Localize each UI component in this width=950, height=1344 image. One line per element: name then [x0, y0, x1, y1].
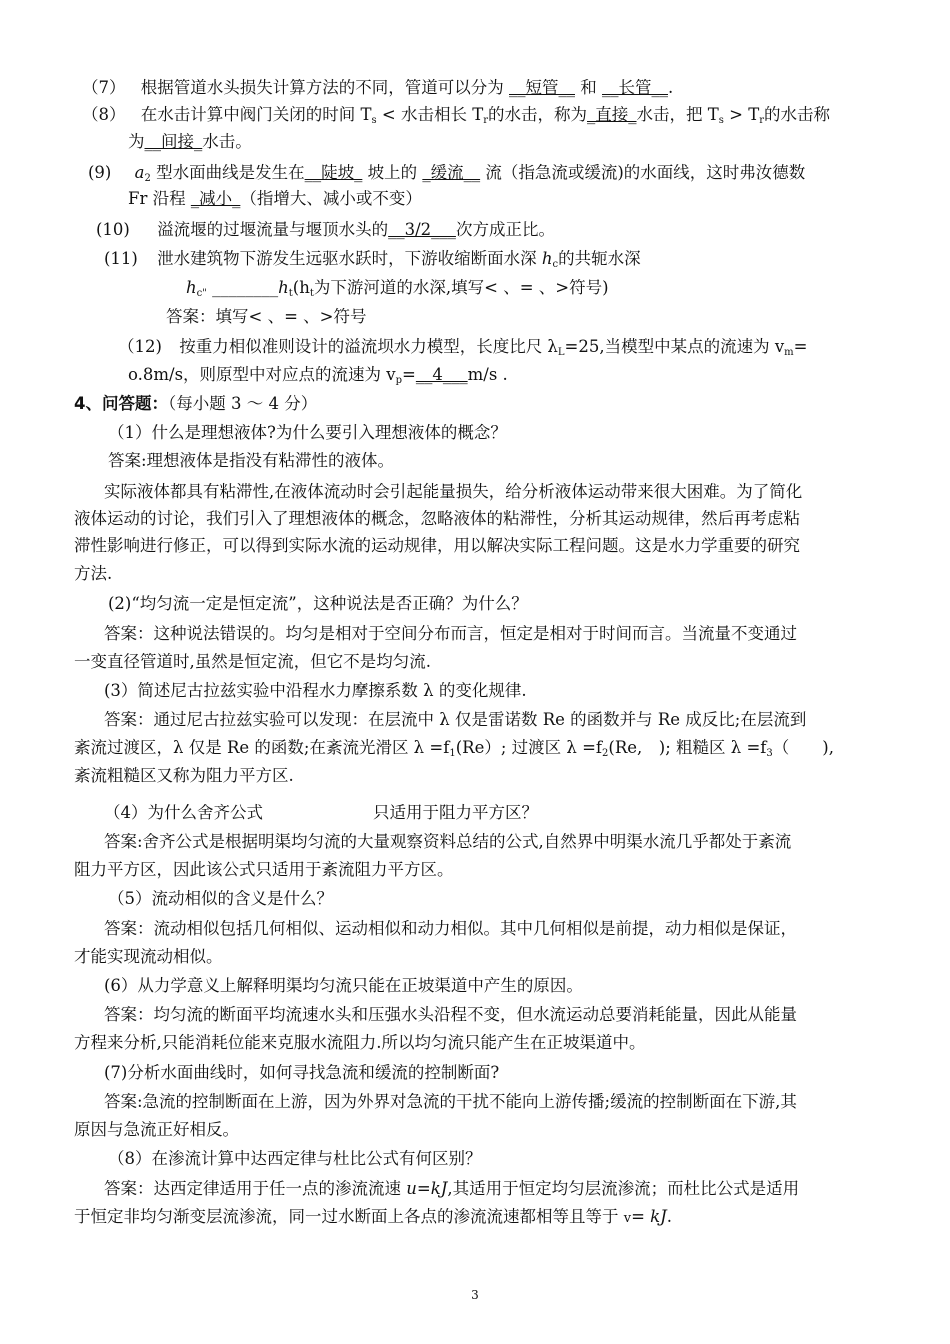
qa-q4-answer: 阻力平方区，因此该公式只适用于紊流阻力平方区。 — [74, 860, 454, 879]
answer-blank: _减小_ — [190, 189, 241, 208]
question-text: < 水击相长 T — [376, 105, 484, 124]
question-text: 流（指急流或缓流)的水面线，这时弗汝德数 — [485, 163, 806, 182]
fill-q11-line1 — [104, 248, 641, 276]
fill-q12-line1 — [118, 336, 807, 364]
question-text: 为 — [128, 132, 145, 151]
subscript: 2 — [602, 748, 609, 759]
answer-text: 于恒定非均匀渐变层流渗流，同一过水断面上各点的渗流流速都相等且等于 — [74, 1207, 624, 1226]
qa-q3-question: (3）简述尼古拉兹实验中沿程水力摩擦系数 λ 的变化规律. — [104, 681, 527, 700]
item-number: （8） — [82, 105, 126, 124]
fill-q7 — [82, 77, 673, 99]
item-number: (10) — [96, 220, 130, 239]
qa-q5-answer: 答案：流动相似包括几何相似、运动相似和动力相似。其中几何相似是前提，动力相似是保证， — [104, 919, 797, 938]
question-text: (h — [292, 278, 310, 297]
qa-q1-paragraph: 滞性影响进行修正，可以得到实际水流的运动规律，用以解决实际工程问题。这是水力学重要的研究 — [74, 536, 800, 555]
question-text: 水击，把 T — [636, 105, 719, 124]
qa-q4-answer: 答案:舍齐公式是根据明渠均匀流的大量观察资料总结的公式,自然界中明渠水流几乎都处于紊流 — [104, 832, 792, 851]
question-text: 水击。 — [202, 132, 252, 151]
qa-q5-answer: 才能实现流动相似。 — [74, 947, 223, 966]
answer-blank: __间接_ — [144, 132, 203, 151]
qa-q2-answer: 一变直径管道时,虽然是恒定流，但它不是均匀流. — [74, 652, 431, 671]
subscript: r — [759, 115, 765, 126]
question-text: 只适用于阻力平方区？ — [373, 803, 538, 822]
question-text: = — [402, 365, 416, 384]
item-number: (9) — [88, 163, 112, 182]
qa-q8-answer — [74, 1206, 672, 1230]
question-text: 根据管道水头损失计算方法的不同，管道可以分为 — [140, 78, 504, 97]
subscript: t — [309, 288, 314, 299]
question-text: > T — [723, 105, 760, 124]
answer-text: 其适用于恒定均匀层流渗流；而杜比公式是适用 — [452, 1179, 800, 1198]
page-number: 3 — [471, 1288, 479, 1302]
question-text: 型水面曲线是发生在 — [150, 163, 305, 182]
item-number: （7） — [82, 78, 126, 97]
qa-q6-question: (6）从力学意义上解释明渠均匀流只能在正坡渠道中产生的原因。 — [104, 976, 583, 995]
qa-q4-question — [104, 802, 538, 824]
answer-blank: __陡坡_ — [304, 163, 363, 182]
answer-blank: __长管__ — [602, 78, 668, 97]
question-text: （4）为什么舍齐公式 — [104, 803, 263, 822]
answer-blank: __3/2___ — [388, 220, 456, 239]
fill-q12-line2 — [128, 364, 508, 392]
answer-text: 答案：达西定律适用于任一点的渗流流速 — [104, 1179, 407, 1198]
fill-q8-line1 — [82, 104, 830, 132]
math-symbol: h — [186, 278, 197, 297]
subscript: p — [395, 375, 403, 386]
subscript: t — [288, 288, 293, 299]
qa-q7-answer: 原因与急流正好相反。 — [74, 1120, 239, 1139]
question-text: Fr 沿程 — [128, 189, 186, 208]
fill-q9-line2 — [128, 188, 422, 210]
subscript: s — [371, 115, 377, 126]
question-text: 按重力相似准则设计的溢流坝水力模型，长度比尺 λ — [179, 337, 558, 356]
answer-text: 紊流过渡区，λ 仅是 Re 的函数;在紊流光滑区 λ =f — [74, 738, 450, 757]
math-formula: u=kJ — [406, 1179, 448, 1198]
answer-text: (Re, ); 粗糙区 λ =f — [608, 738, 767, 757]
subscript: 1 — [449, 748, 456, 759]
fill-q10 — [96, 219, 555, 241]
qa-q1-paragraph: 液体运动的讨论，我们引入了理想液体的概念，忽略液体的粘滞性，分析其运动规律，然后再考虑粘 — [74, 509, 800, 528]
answer-text: （ ), — [772, 738, 834, 757]
qa-q2-answer: 答案：这种说法错误的。均匀是相对于空间分布而言，恒定是相对于时间而言。当流量不变通过 — [104, 624, 797, 643]
question-text: （指增大、减小或不变） — [240, 189, 422, 208]
answer-blank: _缓流__ — [422, 163, 481, 182]
question-text: 次方成正比。 — [455, 220, 555, 239]
qa-q1-paragraph: 实际液体都具有粘滞性,在液体流动时会引起能量损失，给分析液体运动带来很大困难。为了简化 — [104, 482, 803, 501]
section-note: （每小题 3 ～ 4 分） — [167, 394, 318, 413]
answer-blank: ________ — [206, 278, 279, 297]
qa-q1-question: （1）什么是理想液体?为什么要引入理想液体的概念？ — [108, 423, 507, 442]
math-symbol: h — [278, 278, 289, 297]
question-text: 坡上的 — [362, 163, 418, 182]
section-heading — [74, 393, 317, 415]
question-text: 为下游河道的水深,填写< 、= 、>符号) — [313, 278, 609, 297]
subscript: m — [784, 347, 794, 358]
qa-q8-answer — [104, 1178, 799, 1200]
fill-q11-answer: 答案：填写< 、= 、>符号 — [166, 307, 367, 326]
qa-q5-question: （5）流动相似的含义是什么？ — [108, 889, 333, 908]
item-number: （12) — [118, 337, 162, 356]
math-formula: = kJ — [631, 1207, 667, 1226]
qa-q7-answer: 答案:急流的控制断面在上游，因为外界对急流的干扰不能向上游传播;缓流的控制断面在下游,其 — [104, 1092, 797, 1111]
section-title: 4、问答题： — [74, 394, 168, 413]
fill-q8-line2 — [128, 131, 252, 153]
question-text: 溢流堰的过堰流量与堰顶水头的 — [157, 220, 389, 239]
qa-q1-paragraph: 方法. — [74, 564, 113, 583]
question-text: =25,当模型中某点的流速为 v — [564, 337, 785, 356]
answer-text: . — [666, 1207, 673, 1226]
question-text: o.8m/s，则原型中对应点的流速为 v — [128, 365, 396, 384]
math-symbol: a — [134, 163, 145, 182]
fill-q9-line1 — [88, 162, 805, 190]
answer-blank: __4___ — [415, 365, 468, 384]
qa-q2-question: (2)“均匀流一定是恒定流”，这种说法是否正确？为什么？ — [108, 594, 528, 613]
answer-text: (Re）; 过渡区 λ =f — [455, 738, 603, 757]
qa-q3-answer: 紊流粗糙区又称为阻力平方区. — [74, 766, 294, 785]
qa-q7-question: (7)分析水面曲线时，如何寻找急流和缓流的控制断面? — [104, 1063, 500, 1082]
question-text: = — [793, 337, 808, 356]
answer-text: , — [447, 1179, 453, 1198]
question-text: 的共轭水深 — [558, 249, 641, 268]
subscript: c — [552, 259, 559, 270]
fill-q11-line2 — [186, 277, 609, 305]
question-text: 的水击称 — [764, 105, 831, 124]
subscript: 2 — [144, 173, 151, 184]
item-number: (11) — [104, 249, 138, 268]
qa-q6-answer: 答案：均匀流的断面平均流速水头和压强水头沿程不变，但水流运动总要消耗能量，因此从能量 — [104, 1005, 797, 1024]
qa-q3-answer — [74, 737, 834, 765]
answer-blank: __短管__ — [509, 78, 575, 97]
subscript: r — [483, 115, 489, 126]
question-text: . — [668, 78, 674, 97]
subscript: s — [718, 115, 724, 126]
subscript: 3 — [766, 748, 773, 759]
math-symbol: h — [541, 249, 553, 268]
subscript: L — [557, 347, 565, 358]
answer-blank: _直接_ — [587, 105, 637, 124]
question-text: 和 — [580, 78, 597, 97]
qa-q3-answer: 答案：通过尼古拉兹实验可以发现：在层流中 λ 仅是雷诺数 Re 的函数并与 Re 成反比;在层流到 — [104, 710, 807, 729]
subscript: c" — [196, 288, 207, 299]
qa-q8-question: （8）在渗流计算中达西定律与杜比公式有何区别？ — [108, 1149, 482, 1168]
question-text: 的水击，称为 — [488, 105, 588, 124]
question-text: 泄水建筑物下游发生远驱水跃时，下游收缩断面水深 — [157, 249, 542, 268]
qa-q1-answer: 答案:理想液体是指没有粘滞性的液体。 — [108, 451, 395, 470]
question-text: m/s . — [467, 365, 508, 384]
qa-q6-answer: 方程来分析,只能消耗位能来克服水流阻力.所以均匀流只能产生在正坡渠道中。 — [74, 1033, 646, 1052]
math-formula: v — [623, 1211, 632, 1226]
question-text: 在水击计算中阀门关闭的时间 T — [140, 105, 372, 124]
